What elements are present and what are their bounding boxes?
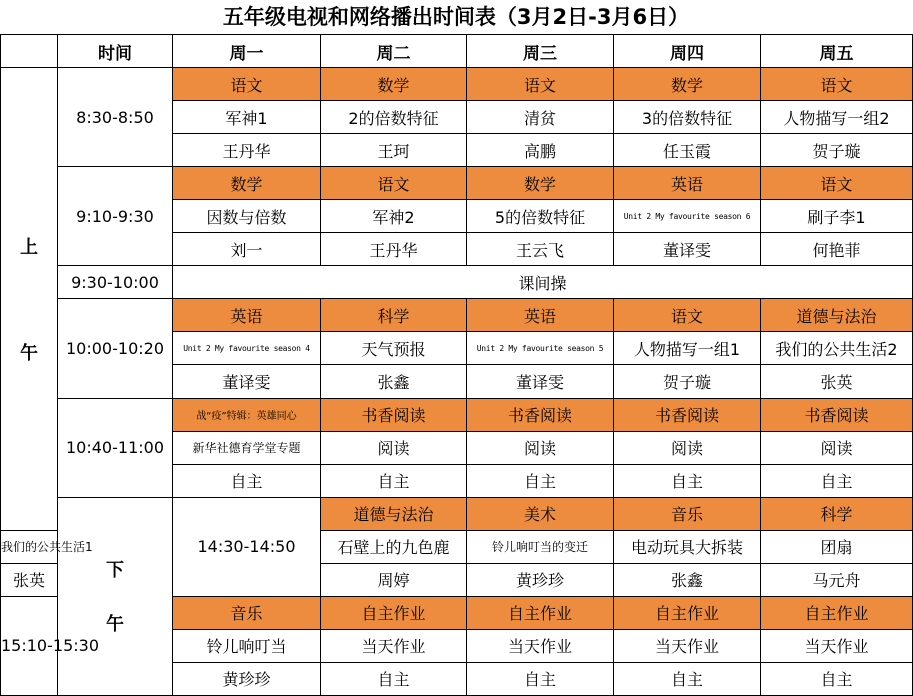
afternoon-label: 下 午 — [58, 497, 173, 695]
break-cell: 课间操 — [173, 266, 913, 299]
topic-cell: 我们的公共生活2 — [761, 332, 913, 365]
break-row — [1, 266, 913, 299]
subject-cell: 语文 — [467, 68, 614, 101]
subject-row — [1, 68, 913, 101]
header-day: 周四 — [614, 35, 761, 68]
topic-cell: Unit 2 My favourite season 6 — [614, 200, 761, 233]
teacher-cell: 张英 — [1, 563, 58, 596]
teacher-cell: 自主 — [614, 464, 761, 497]
teacher-cell: 自主 — [614, 662, 761, 695]
topic-cell: 阅读 — [614, 431, 761, 464]
subject-cell: 数学 — [467, 167, 614, 200]
header-row — [1, 35, 913, 68]
subject-cell: 道德与法治 — [321, 497, 467, 530]
subject-cell: 道德与法治 — [761, 299, 913, 332]
topic-cell: 电动玩具大拆装 — [614, 530, 761, 563]
topic-cell: 新华社德育学堂专题 — [173, 431, 321, 464]
header-time: 时间 — [58, 35, 173, 68]
time-cell: 10:00-10:20 — [58, 299, 173, 398]
topic-cell: 军神2 — [321, 200, 467, 233]
subject-cell: 自主作业 — [467, 596, 614, 629]
teacher-cell: 董译雯 — [173, 365, 321, 398]
subject-cell: 英语 — [614, 167, 761, 200]
time-cell: 9:10-9:30 — [58, 167, 173, 266]
time-cell: 10:40-11:00 — [58, 398, 173, 497]
topic-cell: 我们的公共生活1 — [1, 530, 58, 563]
topic-cell: 因数与倍数 — [173, 200, 321, 233]
subject-cell: 英语 — [467, 299, 614, 332]
subject-cell: 书香阅读 — [614, 398, 761, 431]
teacher-cell: 自主 — [467, 464, 614, 497]
teacher-cell: 自主 — [321, 464, 467, 497]
teacher-cell: 何艳菲 — [761, 233, 913, 266]
subject-cell: 战“疫”特辑：英雄同心 — [173, 398, 321, 431]
topic-cell: 人物描写一组2 — [761, 101, 913, 134]
subject-cell: 数学 — [614, 68, 761, 101]
teacher-cell: 董译雯 — [614, 233, 761, 266]
subject-cell: 数学 — [173, 167, 321, 200]
subject-cell: 语文 — [614, 299, 761, 332]
subject-cell: 语文 — [761, 68, 913, 101]
header-day: 周五 — [761, 35, 913, 68]
teacher-cell: 王云飞 — [467, 233, 614, 266]
time-cell: 8:30-8:50 — [58, 68, 173, 167]
topic-cell: 铃儿响叮当的变迁 — [467, 530, 614, 563]
topic-cell: 天气预报 — [321, 332, 467, 365]
subject-cell: 自主作业 — [761, 596, 913, 629]
subject-cell: 音乐 — [614, 497, 761, 530]
subject-cell: 书香阅读 — [761, 398, 913, 431]
teacher-cell: 张英 — [761, 365, 913, 398]
topic-cell: 当天作业 — [467, 629, 614, 662]
teacher-cell: 刘一 — [173, 233, 321, 266]
subject-cell: 语文 — [761, 167, 913, 200]
topic-cell: 5的倍数特征 — [467, 200, 614, 233]
topic-cell: 当天作业 — [761, 629, 913, 662]
subject-cell: 美术 — [467, 497, 614, 530]
topic-cell: 阅读 — [761, 431, 913, 464]
teacher-cell: 高鹏 — [467, 134, 614, 167]
teacher-cell: 贺子璇 — [614, 365, 761, 398]
subject-cell: 科学 — [321, 299, 467, 332]
subject-cell: 自主作业 — [321, 596, 467, 629]
teacher-cell: 贺子璇 — [761, 134, 913, 167]
topic-cell: 石壁上的九色鹿 — [321, 530, 467, 563]
teacher-cell: 自主 — [467, 662, 614, 695]
topic-cell: 阅读 — [321, 431, 467, 464]
morning-label: 上 午 — [1, 68, 58, 531]
subject-cell: 语文 — [321, 167, 467, 200]
topic-cell: 阅读 — [467, 431, 614, 464]
topic-cell: 团扇 — [761, 530, 913, 563]
teacher-cell: 王丹华 — [173, 134, 321, 167]
teacher-cell: 黄珍珍 — [467, 563, 614, 596]
teacher-cell: 自主 — [173, 464, 321, 497]
corner-cell — [1, 35, 58, 68]
teacher-cell: 自主 — [761, 662, 913, 695]
subject-cell: 数学 — [321, 68, 467, 101]
subject-cell: 语文 — [173, 68, 321, 101]
teacher-cell: 黄珍珍 — [173, 662, 321, 695]
topic-cell: 当天作业 — [614, 629, 761, 662]
topic-cell: 人物描写一组1 — [614, 332, 761, 365]
teacher-cell: 任玉霞 — [614, 134, 761, 167]
time-cell: 15:10-15:30 — [1, 596, 58, 695]
teacher-cell: 张鑫 — [321, 365, 467, 398]
page-title: 五年级电视和网络播出时间表（3月2日-3月6日） — [222, 5, 690, 29]
subject-cell: 音乐 — [173, 596, 321, 629]
header-day: 周一 — [173, 35, 321, 68]
header-day: 周三 — [467, 35, 614, 68]
subject-row — [1, 299, 913, 332]
subject-row — [1, 398, 913, 431]
subject-row — [1, 167, 913, 200]
time-cell: 14:30-14:50 — [173, 497, 321, 596]
subject-cell: 科学 — [761, 497, 913, 530]
subject-cell: 书香阅读 — [467, 398, 614, 431]
topic-cell: 3的倍数特征 — [614, 101, 761, 134]
teacher-cell: 自主 — [321, 662, 467, 695]
teacher-cell: 王丹华 — [321, 233, 467, 266]
subject-cell: 书香阅读 — [321, 398, 467, 431]
teacher-cell: 张鑫 — [614, 563, 761, 596]
topic-cell: Unit 2 My favourite season 5 — [467, 332, 614, 365]
topic-cell: 军神1 — [173, 101, 321, 134]
teacher-cell: 马元舟 — [761, 563, 913, 596]
header-day: 周二 — [321, 35, 467, 68]
subject-cell: 自主作业 — [614, 596, 761, 629]
topic-cell: 清贫 — [467, 101, 614, 134]
subject-cell: 英语 — [173, 299, 321, 332]
topic-cell: 2的倍数特征 — [321, 101, 467, 134]
topic-cell: Unit 2 My favourite season 4 — [173, 332, 321, 365]
topic-cell: 刷子李1 — [761, 200, 913, 233]
teacher-cell: 自主 — [761, 464, 913, 497]
teacher-cell: 董译雯 — [467, 365, 614, 398]
topic-cell: 铃儿响叮当 — [173, 629, 321, 662]
topic-cell: 当天作业 — [321, 629, 467, 662]
subject-row — [1, 497, 913, 530]
schedule-table — [0, 34, 913, 696]
teacher-cell: 王珂 — [321, 134, 467, 167]
teacher-cell: 周婷 — [321, 563, 467, 596]
time-cell: 9:30-10:00 — [58, 266, 173, 299]
